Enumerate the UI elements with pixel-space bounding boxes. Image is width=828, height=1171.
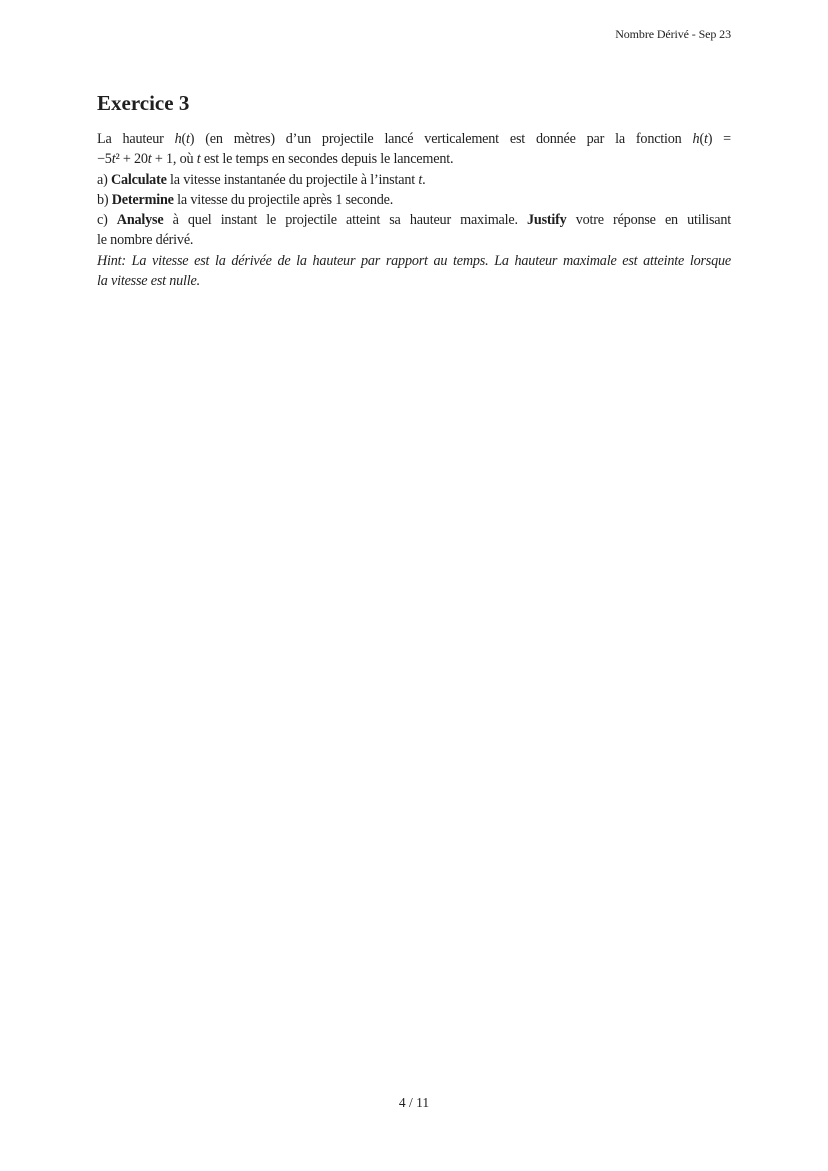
header-course-title: Nombre Dérivé - Sep 23 xyxy=(615,27,731,41)
statement-line-2: −5t² + 20t + 1, où t est le temps en secondes depuis le lancement. xyxy=(97,151,454,168)
hint-line-2: la vitesse est nulle. xyxy=(97,273,200,290)
question-c-line-1: c) Analyse à quel instant le projectile atteint sa hauteur maximale. Justify votre réponse en utilisant xyxy=(97,212,732,229)
page-number: 4 / 11 xyxy=(398,1095,430,1110)
exercise-body xyxy=(97,129,731,291)
question-a-line: a) Calculate la vitesse instantanée du projectile à l’instant t. xyxy=(97,171,426,188)
question-c-line-2: le nombre dérivé. xyxy=(97,232,194,249)
hint-line-1: Hint: La vitesse est la dérivée de la hauteur par rapport au temps. La hauteur maximale est atteinte lorsque xyxy=(97,252,731,269)
statement-line-1: La hauteur h(t) (en mètres) d’un projectile lancé verticalement est donnée par la fonction h(t) = xyxy=(97,131,731,147)
question-b-line: b) Determine la vitesse du projectile après 1 seconde. xyxy=(97,191,394,208)
exercise-title: Exercice 3 xyxy=(97,91,190,115)
